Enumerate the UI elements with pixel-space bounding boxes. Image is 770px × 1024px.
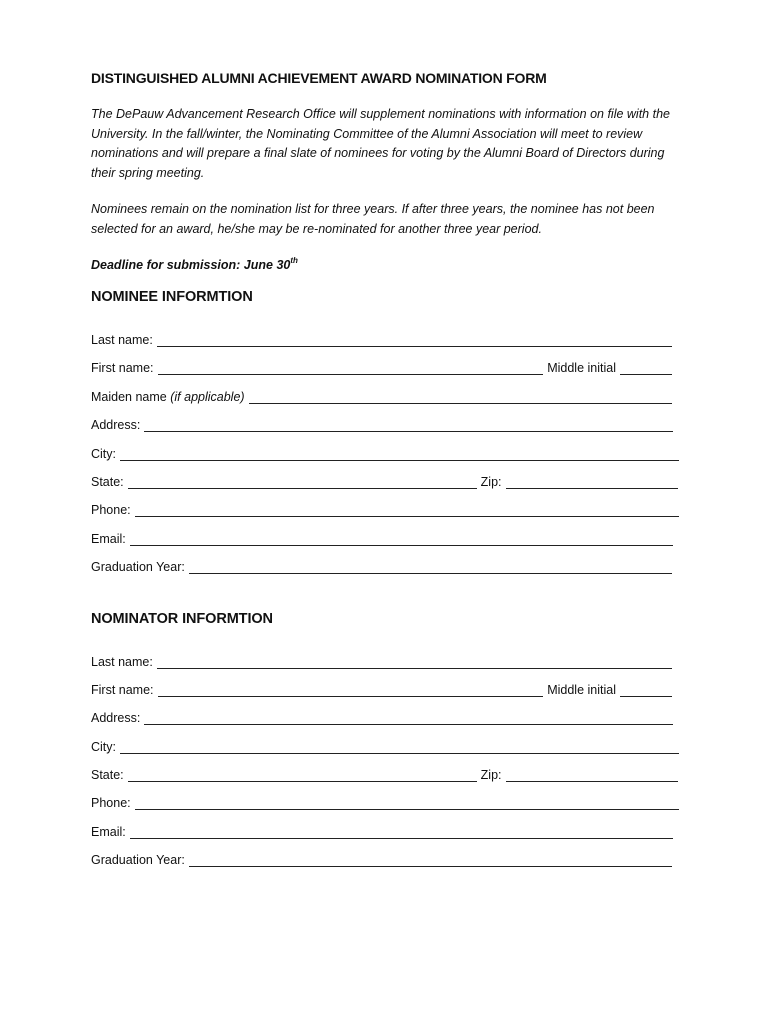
- nominator-state-field[interactable]: [128, 767, 477, 782]
- nominee-state-zip-row: [91, 469, 681, 489]
- nominator-first-name-label: First name:: [91, 682, 154, 697]
- nominee-city-field[interactable]: [120, 446, 679, 461]
- nominator-phone-field[interactable]: [135, 795, 679, 810]
- nominee-graduation-year-label: Graduation Year:: [91, 560, 185, 575]
- nominee-graduation-year-row: [91, 554, 681, 574]
- nominator-last-name-field[interactable]: [157, 654, 672, 669]
- deadline-main: Deadline for submission: June 30: [91, 258, 291, 272]
- nominee-first-name-field[interactable]: [158, 360, 544, 375]
- nominee-zip-field[interactable]: [506, 474, 678, 489]
- form-title: DISTINGUISHED ALUMNI ACHIEVEMENT AWARD NOMINATION FORM: [91, 70, 547, 86]
- nominee-maiden-name-field[interactable]: [249, 389, 672, 404]
- nominator-address-row: [91, 705, 681, 725]
- nominee-graduation-year-field[interactable]: [189, 559, 672, 574]
- nominator-address-label: Address:: [91, 711, 141, 726]
- nominee-email-label: Email:: [91, 531, 126, 546]
- nominee-email-row: [91, 526, 681, 546]
- nominee-address-label: Address:: [91, 418, 141, 433]
- nomination-form: [91, 70, 681, 876]
- nominee-first-name-label: First name:: [91, 361, 154, 376]
- nominator-zip-label: Zip:: [480, 768, 502, 783]
- nominee-zip-label: Zip:: [480, 474, 502, 489]
- nominator-first-name-field[interactable]: [158, 682, 544, 697]
- nominee-first-name-row: [91, 355, 681, 375]
- nominator-section-heading: NOMINATOR INFORMTION: [91, 610, 273, 627]
- nominator-graduation-year-field[interactable]: [189, 852, 672, 867]
- nominator-email-row: [91, 819, 681, 839]
- nominee-state-label: State:: [91, 474, 124, 489]
- nominator-last-name-row: [91, 649, 681, 669]
- nominee-middle-initial-field[interactable]: [620, 360, 672, 375]
- nominee-phone-label: Phone:: [91, 503, 131, 518]
- nominator-last-name-label: Last name:: [91, 654, 153, 669]
- nominator-middle-initial-field[interactable]: [620, 682, 672, 697]
- nominee-policy-paragraph: Nominees remain on the nomination list for three years. If after three years, the nominee has not been selected for an award, he/she may be re-nominated for another three year period.: [91, 202, 655, 236]
- nominee-city-row: [91, 441, 681, 461]
- nominee-maiden-name-row: [91, 384, 681, 404]
- nominator-address-field[interactable]: [144, 710, 673, 725]
- nominator-phone-row: [91, 790, 681, 810]
- nominee-last-name-field[interactable]: [157, 332, 672, 347]
- deadline-suffix: th: [290, 256, 298, 265]
- nominee-maiden-name-label: [91, 390, 245, 404]
- maiden-name-note: (if applicable): [170, 389, 245, 404]
- nominator-city-label: City:: [91, 739, 116, 754]
- nominator-graduation-year-row: [91, 847, 681, 867]
- nominee-address-row: [91, 412, 681, 432]
- nominator-first-name-row: [91, 677, 681, 697]
- nominee-phone-field[interactable]: [135, 502, 679, 517]
- nominee-last-name-row: [91, 327, 681, 347]
- nominator-city-field[interactable]: [120, 739, 679, 754]
- nominator-zip-field[interactable]: [506, 767, 678, 782]
- deadline-text: [91, 256, 681, 272]
- nominator-city-row: [91, 734, 681, 754]
- nominee-section-heading: NOMINEE INFORMTION: [91, 289, 253, 305]
- nominee-last-name-label: Last name:: [91, 333, 153, 347]
- nominator-middle-initial-label: Middle initial: [547, 682, 616, 697]
- nominator-state-label: State:: [91, 768, 124, 783]
- nominator-email-field[interactable]: [130, 824, 673, 839]
- nominator-phone-label: Phone:: [91, 796, 131, 811]
- section-spacer: [91, 583, 681, 611]
- nominee-email-field[interactable]: [130, 531, 673, 546]
- nominee-phone-row: [91, 497, 681, 517]
- nominee-city-label: City:: [91, 446, 116, 461]
- nominee-middle-initial-label: Middle initial: [547, 361, 616, 376]
- maiden-name-text: Maiden name: [91, 389, 167, 404]
- nominee-address-field[interactable]: [144, 417, 673, 432]
- nominator-email-label: Email:: [91, 824, 126, 839]
- intro-paragraph: The DePauw Advancement Research Office will supplement nominations with information on file with the University. In the fall/winter, the Nominating Committee of the Alumni Association will meet to review nominations and will prepare a final slate of nominees for voting by the Alumni Board of Directors during their spring meeting.: [91, 107, 670, 180]
- nominator-state-zip-row: [91, 762, 681, 782]
- nominator-graduation-year-label: Graduation Year:: [91, 853, 185, 868]
- nominee-state-field[interactable]: [128, 474, 477, 489]
